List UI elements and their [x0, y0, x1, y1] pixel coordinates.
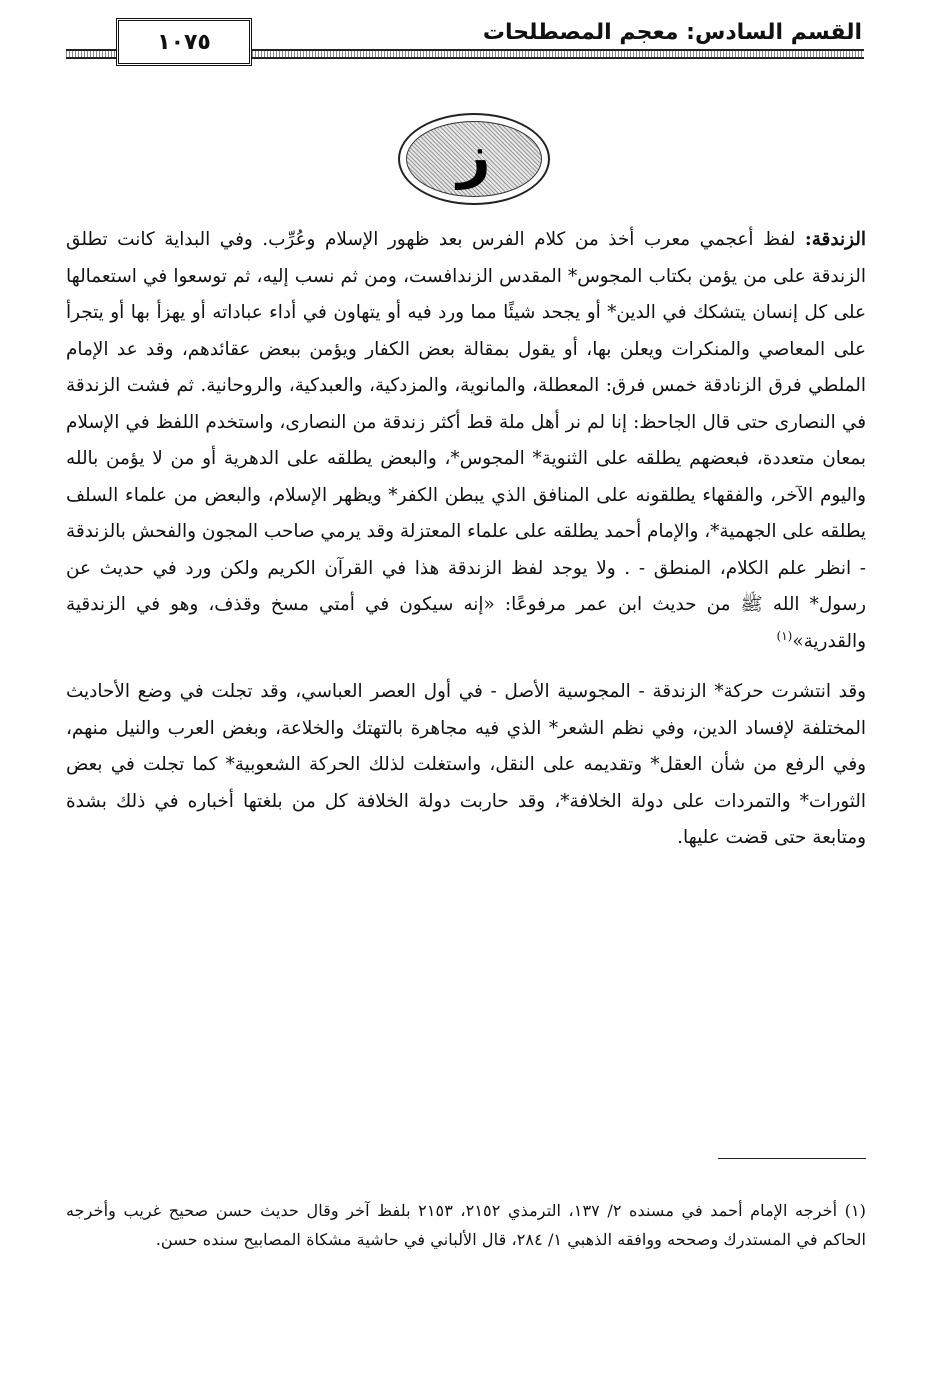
running-title: القسم السادس: معجم المصطلحات [482, 20, 862, 45]
section-letter-emblem [398, 113, 550, 205]
section-letter: ز [457, 122, 491, 190]
emblem-inner-oval [406, 121, 542, 197]
page-number-box [116, 18, 252, 66]
entry-paragraph-1 [66, 222, 866, 660]
footnotes [66, 1196, 866, 1254]
footnote-1: (١) أخرجه الإمام أحمد في مسنده ٢/ ١٣٧، الترمذي ٢١٥٢، ٢١٥٣ بلفظ آخر وقال حديث حسن صحيح غريب وأخرجه الحاكم في المستدرك وصححه ووافقه الذهبي ١/ ٢٨٤، قال الألباني في حاشية مشكاة المصابيح سنده حسن. [66, 1201, 866, 1249]
entry-term: الزندقة: [804, 229, 866, 250]
page-header [66, 14, 864, 62]
page-number: ١٠٧٥ [157, 29, 211, 55]
entry-body [66, 222, 866, 857]
entry-paragraph-2: وقد انتشرت حركة* الزندقة - المجوسية الأصل - في أول العصر العباسي، وقد تجلت في وضع الأحاديث المختلفة لإفساد الدين، وفي نظم الشعر* الذي فيه مجاهرة بالتهتك والخلاعة، وبغض العرب والنيل منهم، وفي الرفع من شأن العقل* وتقديمه على النقل، واستغلت لذلك الحركة الشعوبية* كما تجلت في بعض الثورات* والتمردات على دولة الخلافة*، وقد حاربت دولة الخلافة كل من بلغتها أخباره في ذلك بشدة ومتابعة حتى قضت عليها. [66, 681, 866, 848]
footnote-reference: (١) [776, 628, 793, 643]
footnote-separator [718, 1158, 866, 1159]
entry-paragraph-1-text: لفظ أعجمي معرب أخذ من كلام الفرس بعد ظهور الإسلام وعُرِّب. وفي البداية كانت تطلق الزندقة على من يؤمن بكتاب المجوس* المقدس الزندافست، ومن ثم نسب إليه، ثم توسعوا في استعمالها على كل إنسان يتشكك في الدين* أو يجحد شيئًا مما ورد فيه أو يتهاون في أداء عباداته أو يهزأ بها أو يتجرأ على المعاصي والمنكرات ويعلن بها، أو يقول بمقالة بعض الكفار ويؤمن ببعض عقائدهم، وقد عد الإمام الملطي فرق الزنادقة خمس فرق: المعطلة، والمانوية، والمزدكية، والعبدكية، والروحانية. ثم فشت الزندقة في النصارى حتى قال الجاحظ: إنا لم نر أهل ملة قط أكثر زندقة من النصارى، واستخدم اللفظ في الإسلام بمعان متعددة، فبعضهم يطلقه على الثنوية* المجوس*، والبعض يطلقه على الدهرية أو من لا يؤمن بالله واليوم الآخر، والفقهاء يطلقونه على المنافق الذي يبطن الكفر* ويظهر الإسلام، والبعض من علماء السلف يطلقه على الجهمية*، والإمام أحمد يطلقه على علماء المعتزلة وقد يرمي صاحب المجون والفحش بالزندقة - انظر علم الكلام، المنطق - . ولا يوجد لفظ الزندقة هذا في القرآن الكريم ولكن ورد في حديث عن رسول* الله ﷺ من حديث ابن عمر مرفوعًا: «إنه سيكون في أمتي مسخ وقذف، وهو في الزندقية والقدرية» [66, 229, 866, 652]
